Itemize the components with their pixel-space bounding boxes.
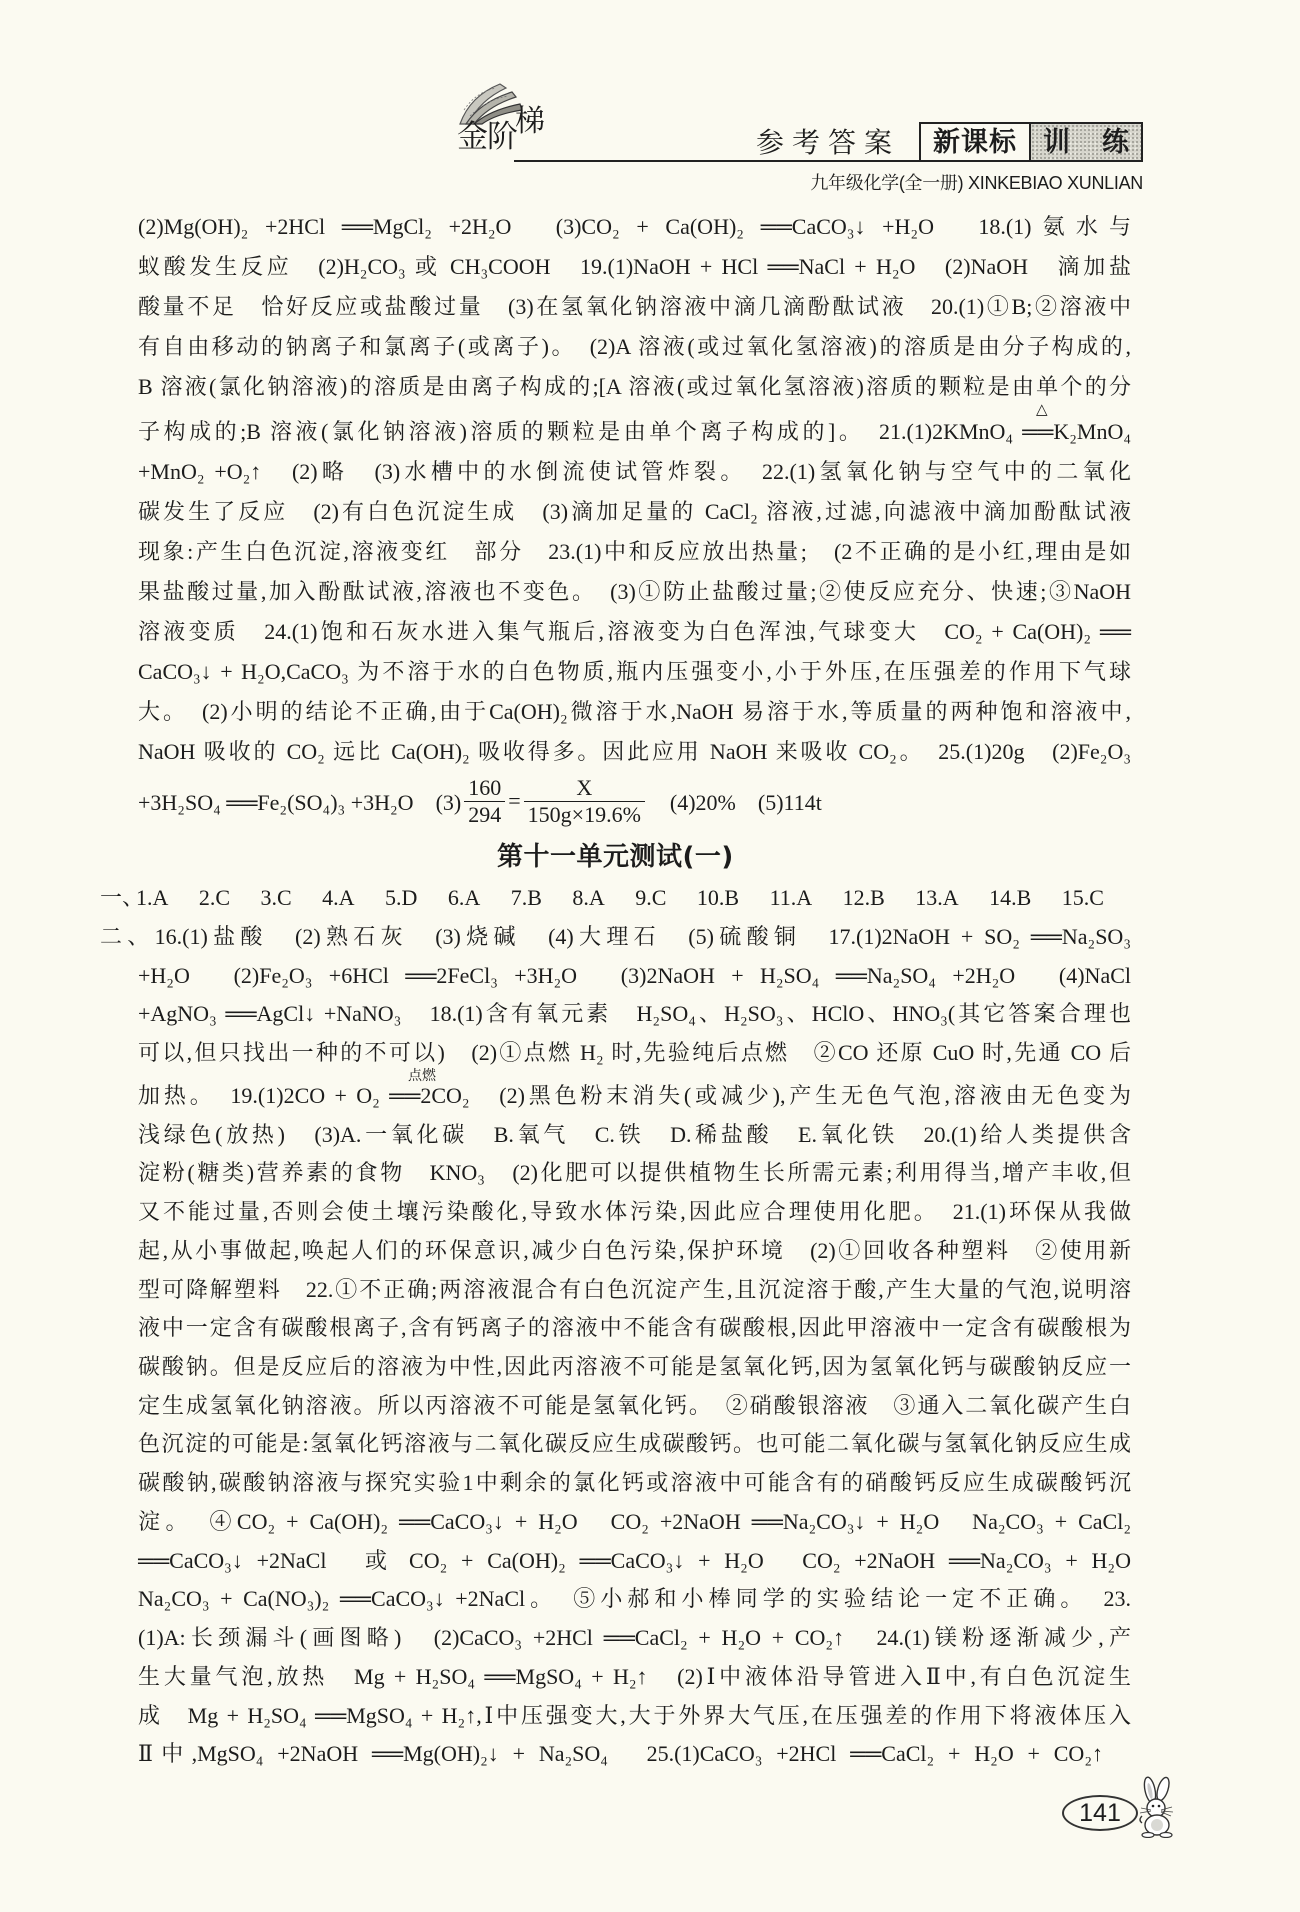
mc-answer: 5.D — [385, 885, 418, 910]
answer-line: +MnO₂ +O₂↑ (2)略 (3)水槽中的水倒流使试管炸裂。 22.(1)氢氧化钠与空气中的二氧化 — [138, 459, 1131, 484]
answer-line: 生大量气泡,放热 Mg + H₂SO₄ ══MgSO₄ + H₂↑ (2)Ⅰ中液体沿导管进入Ⅱ中,有白色沉淀生 — [138, 1664, 1131, 1689]
answer-line: +H₂O (2)Fe₂O₃ +6HCl ══2FeCl₃ +3H₂O (3)2NaOH + H₂SO₄ ══Na₂SO₄ +2H₂O (4)NaCl — [138, 963, 1131, 988]
answer-line: 型可降解塑料 22.①不正确;两溶液混合有白色沉淀产生,且沉淀溶于酸,产生大量的气泡,说明溶 — [138, 1277, 1131, 1302]
mc-answer: 3.C — [260, 885, 292, 910]
bunny-icon — [1132, 1776, 1182, 1838]
book-subtitle: 九年级化学(全一册) XINKEBIAO XUNLIAN — [810, 173, 1143, 193]
numerator: 160 — [464, 775, 505, 802]
answer-line: 有自由移动的钠离子和氯离子(或离子)。 (2)A 溶液(或过氧化氢溶液)的溶质是由分子构成的, — [138, 334, 1131, 359]
answer-line: NaOH 吸收的 CO₂ 远比 Ca(OH)₂ 吸收得多。因此应用 NaOH 来吸收 CO₂。 25.(1)20g (2)Fe₂O₃ — [138, 739, 1131, 764]
series-badge-left: 新课标 — [921, 124, 1031, 160]
answer-line: 淀。 ④CO₂ + Ca(OH)₂ ══CaCO₃↓ + H₂O CO₂ +2NaOH ══Na₂CO₃↓ + H₂O Na₂CO₃ + CaCl₂ — [138, 1509, 1131, 1534]
answer-line: 碳酸钠。但是反应后的溶液为中性,因此丙溶液不可能是氢氧化钙,因为氢氧化钙与碳酸钠反应一 — [138, 1354, 1131, 1379]
numerator: X — [524, 775, 645, 802]
fraction-molar-mass — [464, 775, 505, 828]
mc-section-prefix: 一、 — [100, 885, 145, 910]
answer-line: CaCO₃↓ + H₂O,CaCO₃ 为不溶于水的白色物质,瓶内压强变小,小于外压,在压强差的作用下气球 — [138, 659, 1131, 684]
mc-answer: 15.C — [1061, 885, 1104, 910]
answer-line: 蚁酸发生反应 (2)H₂CO₃ 或 CH₃COOH 19.(1)NaOH + HCl ══NaCl + H₂O (2)NaOH 滴加盐 — [138, 254, 1131, 279]
logo-text: 金阶 — [457, 119, 517, 154]
series-badge-right: 训 练 — [1031, 124, 1141, 160]
mc-answer: 1.A — [136, 885, 169, 910]
mc-answer: 12.B — [842, 885, 885, 910]
answer-line: 又不能过量,否则会使土壤污染酸化,导致水体污染,因此应合理使用化肥。 21.(1)环保从我做 — [138, 1199, 1131, 1224]
section-title: 第十一单元测试(一) — [497, 842, 734, 872]
series-badge — [919, 122, 1143, 162]
answer-line: +AgNO₃ ══AgCl↓ +NaNO₃ 18.(1)含有氧元素 H₂SO₄、H₂SO₃、HClO、HNO₃(其它答案合理也 — [138, 1001, 1131, 1026]
answer-line: (2)Mg(OH)₂ +2HCl ══MgCl₂ +2H₂O (3)CO₂ + Ca(OH)₂ ══CaCO₃↓ +H₂O 18.(1)氨水与 — [138, 214, 1131, 239]
heat-condition-mark: △ — [1036, 402, 1048, 418]
denominator: 150g×19.6% — [527, 801, 641, 827]
answer-line-fraction — [138, 770, 822, 832]
mc-answer: 13.A — [915, 885, 959, 910]
mc-answer: 4.A — [322, 885, 355, 910]
fraction-line-prefix: +3H₂SO₄ ══Fe₂(SO₄)₃ +3H₂O (3) — [138, 789, 462, 815]
answer-line: 淀粉(糖类)营养素的食物 KNO₃ (2)化肥可以提供植物生长所需元素;利用得当,增产丰收,但 — [138, 1160, 1131, 1185]
denominator: 294 — [468, 801, 502, 827]
answer-line: B 溶液(氯化钠溶液)的溶质是由离子构成的;[A 溶液(或过氧化氢溶液)溶质的颗粒是由单个的分 — [138, 374, 1131, 399]
mc-answer: 6.A — [447, 885, 481, 910]
mc-answer: 7.B — [510, 885, 542, 910]
section-label: 参考答案 — [756, 126, 901, 159]
answer-line: 成 Mg + H₂SO₄ ══MgSO₄ + H₂↑,Ⅰ中压强变大,大于外界大气压,在压强差的作用下将液体压入 — [138, 1703, 1131, 1728]
answer-line: 可以,但只找出一种的不可以) (2)①点燃 H₂ 时,先验纯后点燃 ②CO 还原 CuO 时,先通 CO 后 — [138, 1040, 1131, 1065]
answer-line: 定生成氢氧化钠溶液。所以丙溶液不可能是氢氧化钙。 ②硝酸银溶液 ③通入二氧化碳产生白 — [138, 1393, 1131, 1418]
logo-text-raised: 梯 — [515, 105, 545, 138]
answer-line: Ⅱ中,MgSO₄ +2NaOH ══Mg(OH)₂↓ + Na₂SO₄ 25.(1)CaCO₃ +2HCl ══CaCl₂ + H₂O + CO₂↑ — [138, 1741, 1103, 1766]
ignition-condition-mark: 点燃 — [408, 1069, 436, 1084]
mc-answer: 10.B — [696, 885, 740, 910]
answer-line: 二、16.(1)盐酸 (2)熟石灰 (3)烧碱 (4)大理石 (5)硫酸铜 17.(1)2NaOH + SO₂ ══Na₂SO₃ — [100, 924, 1131, 949]
answer-line: 碳发生了反应 (2)有白色沉淀生成 (3)滴加足量的 CaCl₂ 溶液,过滤,向滤液中滴加酚酞试液 — [138, 499, 1131, 524]
mc-answer: 11.A — [769, 885, 813, 910]
mc-answer: 14.B — [989, 885, 1032, 910]
answer-line: 子构成的;B 溶液(氯化钠溶液)溶质的颗粒是由单个离子构成的]。 21.(1)2KMnO₄ ══K₂MnO₄ — [138, 419, 1131, 444]
answer-line: 现象:产生白色沉淀,溶液变红 部分 23.(1)中和反应放出热量; (2不正确的是小红,理由是如 — [138, 539, 1131, 564]
answer-line: 果盐酸过量,加入酚酞试液,溶液也不变色。 (3)①防止盐酸过量;②使反应充分、快速;③NaOH — [138, 579, 1131, 604]
answer-line: 加热。 19.(1)2CO + O₂ ══2CO₂ (2)黑色粉末消失(或减少),产生无色气泡,溶液由无色变为 — [138, 1083, 1131, 1108]
answer-line: (1)A:长颈漏斗(画图略) (2)CaCO₃ +2HCl ══CaCl₂ + H₂O + CO₂↑ 24.(1)镁粉逐渐减少,产 — [138, 1625, 1131, 1650]
equals-sign: = — [508, 788, 521, 813]
answer-line: 液中一定含有碳酸根离子,含有钙离子的溶液中不能含有碳酸根,因此甲溶液中一定含有碳酸根为 — [138, 1315, 1131, 1340]
fraction-line-suffix: (4)20% (5)114t — [647, 789, 822, 815]
answer-line: 溶液变质 24.(1)饱和石灰水进入集气瓶后,溶液变为白色浑浊,气球变大 CO₂ + Ca(OH)₂ ══ — [138, 619, 1131, 644]
answer-line: Na₂CO₃ + Ca(NO₃)₂ ══CaCO₃↓ +2NaCl。 ⑤小郝和小棒同学的实验结论一定不正确。 23. — [138, 1586, 1131, 1611]
answer-line: 色沉淀的可能是:氢氧化钙溶液与二氧化碳反应生成碳酸钙。也可能二氧化碳与氢氧化钠反应生成 — [138, 1431, 1131, 1456]
page-number: 141 — [1062, 1795, 1138, 1831]
answer-line: 大。 (2)小明的结论不正确,由于Ca(OH)₂微溶于水,NaOH 易溶于水,等质量的两种饱和溶液中, — [138, 699, 1131, 724]
mc-answer: 8.A — [572, 885, 605, 910]
fraction-unknown — [524, 775, 645, 828]
mc-answer: 2.C — [198, 885, 231, 910]
answer-line: 酸量不足 恰好反应或盐酸过量 (3)在氢氧化钠溶液中滴几滴酚酞试液 20.(1)①B;②溶液中 — [138, 294, 1131, 319]
answer-line: 浅绿色(放热) (3)A.一氧化碳 B.氧气 C.铁 D.稀盐酸 E.氧化铁 20.(1)给人类提供含 — [138, 1122, 1131, 1147]
mc-answer-list — [136, 883, 1104, 913]
answer-line: ══CaCO₃↓ +2NaCl 或 CO₂ + Ca(OH)₂ ══CaCO₃↓ + H₂O CO₂ +2NaOH ══Na₂CO₃ + H₂O — [138, 1548, 1131, 1573]
answer-line: 碳酸钠,碳酸钠溶液与探究实验1中剩余的氯化钙或溶液中可能含有的硝酸钙反应生成碳酸钙沉 — [138, 1470, 1131, 1495]
answer-line: 起,从小事做起,唤起人们的环保意识,减少白色污染,保护环境 (2)①回收各种塑料 ②使用新 — [138, 1238, 1131, 1263]
mc-answer: 9.C — [635, 885, 667, 910]
